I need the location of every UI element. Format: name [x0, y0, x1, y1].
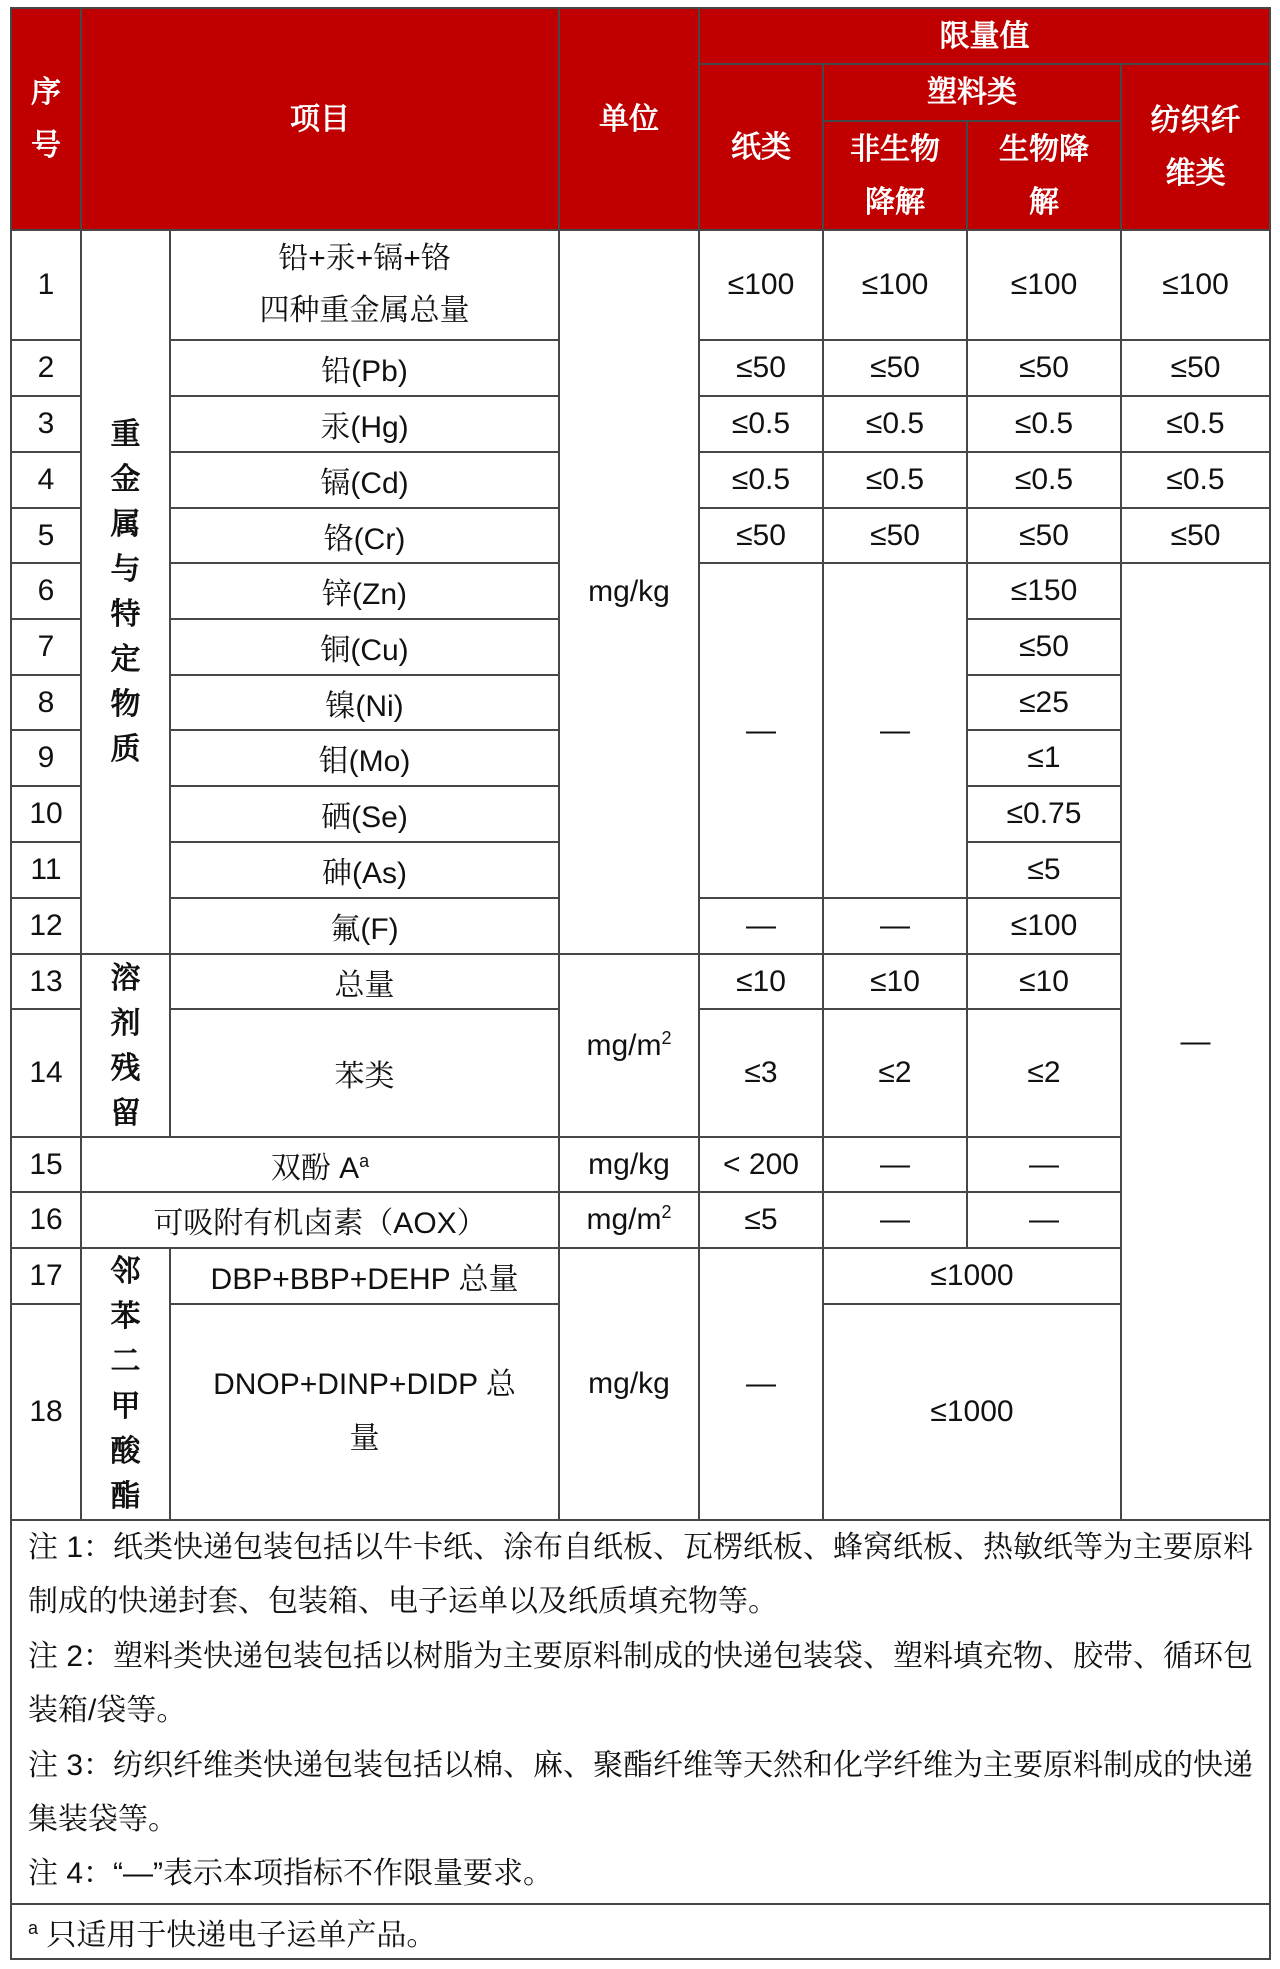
cell-no: 6 [11, 563, 81, 619]
header-unit: 单位 [559, 8, 699, 230]
cell-no: 18 [11, 1304, 81, 1520]
header-seq [11, 8, 81, 230]
cell-no: 14 [11, 1009, 81, 1137]
cell-non-biodegradable: — [823, 563, 967, 898]
cell-biodegradable: — [967, 1137, 1121, 1192]
note-1: 注 1：纸类快递包装包括以牛卡纸、涂布自纸板、瓦楞纸板、蜂窝纸板、热敏纸等为主要原料制成的快递封套、包装箱、电子运单以及纸质填充物等。 [28, 1531, 1254, 1619]
cell-no: 16 [11, 1192, 81, 1248]
cell-paper: ≤50 [699, 340, 823, 396]
item-text: 双酚 A [270, 1151, 360, 1185]
cell-item [81, 1137, 559, 1192]
cell-biodegradable: ≤1 [967, 730, 1121, 786]
header-biodegradable-label: 生物降解 [999, 132, 1089, 219]
cell-item: 汞(Hg) [170, 396, 559, 452]
group-label: 重金属与特定物质 [110, 418, 141, 766]
group-phthalates [81, 1248, 170, 1520]
cell-textile: ≤50 [1121, 340, 1270, 396]
cell-no: 9 [11, 730, 81, 786]
cell-item: 钼(Mo) [170, 730, 559, 786]
cell-item: 镍(Ni) [170, 675, 559, 730]
cell-biodegradable: ≤150 [967, 563, 1121, 619]
notes-cell [11, 1520, 1270, 1904]
footnote-cell [11, 1904, 1270, 1959]
notes-row [11, 1520, 1270, 1904]
item-line: 铅+汞+镉+铬 [278, 242, 451, 275]
cell-unit: mg/kg [559, 1137, 699, 1192]
cell-non-biodegradable: ≤0.5 [823, 396, 967, 452]
unit-base: mg/m [586, 1028, 662, 1062]
cell-item: 总量 [170, 954, 559, 1009]
group-solvent-residue [81, 954, 170, 1137]
cell-paper: — [699, 1248, 823, 1520]
cell-paper: ≤3 [699, 1009, 823, 1137]
header-biodegradable [967, 121, 1121, 230]
group-label: 邻苯二甲酸酯 [110, 1255, 141, 1513]
cell-unit [559, 954, 699, 1137]
footnote-marker: a [359, 1150, 370, 1171]
cell-biodegradable: ≤5 [967, 842, 1121, 898]
header-item: 项目 [81, 8, 559, 230]
header-paper: 纸类 [699, 64, 823, 230]
unit-superscript: 2 [661, 1202, 672, 1222]
table-row [11, 1248, 1270, 1304]
cell-no: 2 [11, 340, 81, 396]
cell-non-biodegradable: ≤50 [823, 340, 967, 396]
cell-paper: ≤50 [699, 508, 823, 563]
item-line: 四种重金属总量 [259, 294, 470, 327]
header-plastic: 塑料类 [823, 64, 1121, 121]
note-3: 注 3：纺织纤维类快递包装包括以棉、麻、聚酯纤维等天然和化学纤维为主要原料制成的快递集装袋等。 [28, 1748, 1254, 1837]
cell-item: 苯类 [170, 1009, 559, 1137]
header-textile [1121, 64, 1270, 230]
cell-non-biodegradable: ≤0.5 [823, 452, 967, 508]
cell-item: 砷(As) [170, 842, 559, 898]
item-text: DNOP+DINP+DIDP 总量 [213, 1368, 516, 1456]
cell-no: 4 [11, 452, 81, 508]
cell-biodegradable: ≤10 [967, 954, 1121, 1009]
cell-no: 17 [11, 1248, 81, 1304]
cell-item: 锌(Zn) [170, 563, 559, 619]
cell-non-biodegradable: — [823, 898, 967, 954]
cell-unit [559, 1192, 699, 1248]
cell-non-biodegradable: ≤2 [823, 1009, 967, 1137]
cell-biodegradable: ≤100 [967, 230, 1121, 340]
group-heavy-metals [81, 230, 170, 954]
cell-non-biodegradable: — [823, 1137, 967, 1192]
unit-superscript: 2 [661, 1027, 672, 1048]
cell-biodegradable: ≤0.5 [967, 452, 1121, 508]
cell-item [170, 1304, 559, 1520]
cell-paper: ≤5 [699, 1192, 823, 1248]
unit-base: mg/m [586, 1203, 662, 1236]
cell-paper: — [699, 563, 823, 898]
cell-item [170, 230, 559, 340]
cell-biodegradable: ≤0.5 [967, 396, 1121, 452]
table-row [11, 954, 1270, 1009]
cell-plastic: ≤1000 [823, 1304, 1121, 1520]
cell-item: DBP+BBP+DEHP 总量 [170, 1248, 559, 1304]
cell-unit: mg/kg [559, 1248, 699, 1520]
limits-table [10, 7, 1271, 1960]
cell-item: 镉(Cd) [170, 452, 559, 508]
cell-paper: ≤10 [699, 954, 823, 1009]
cell-paper: ≤100 [699, 230, 823, 340]
cell-biodegradable: — [967, 1192, 1121, 1248]
header-seq-label: 序号 [31, 76, 61, 162]
header-non-biodegradable [823, 121, 967, 230]
cell-biodegradable: ≤100 [967, 898, 1121, 954]
cell-no: 1 [11, 230, 81, 340]
cell-paper: ≤0.5 [699, 396, 823, 452]
cell-paper: — [699, 898, 823, 954]
header-limit-value: 限量值 [699, 8, 1270, 64]
note-2: 注 2：塑料类快递包装包括以树脂为主要原料制成的快递包装袋、塑料填充物、胶带、循环包装箱/袋等。 [28, 1639, 1254, 1728]
cell-textile: ≤0.5 [1121, 452, 1270, 508]
cell-textile: ≤50 [1121, 508, 1270, 563]
cell-non-biodegradable: ≤50 [823, 508, 967, 563]
cell-no: 11 [11, 842, 81, 898]
cell-no: 13 [11, 954, 81, 1009]
header-textile-label: 纺织纤维类 [1150, 104, 1241, 190]
header-non-biodegradable-label: 非生物降解 [850, 132, 940, 219]
cell-item: 铬(Cr) [170, 508, 559, 563]
cell-paper: ≤0.5 [699, 452, 823, 508]
cell-biodegradable: ≤50 [967, 508, 1121, 563]
cell-non-biodegradable: — [823, 1192, 967, 1248]
cell-biodegradable: ≤0.75 [967, 786, 1121, 842]
cell-no: 5 [11, 508, 81, 563]
cell-item: 铅(Pb) [170, 340, 559, 396]
cell-no: 7 [11, 619, 81, 675]
table-row [11, 230, 1270, 340]
cell-textile: — [1121, 563, 1270, 1520]
group-label: 溶剂残留 [110, 961, 141, 1130]
cell-non-biodegradable: ≤100 [823, 230, 967, 340]
cell-paper: < 200 [699, 1137, 823, 1192]
cell-item: 硒(Se) [170, 786, 559, 842]
footnote-text: 只适用于快递电子运单产品。 [46, 1918, 437, 1952]
cell-biodegradable: ≤25 [967, 675, 1121, 730]
cell-no: 12 [11, 898, 81, 954]
cell-biodegradable: ≤50 [967, 619, 1121, 675]
cell-non-biodegradable: ≤10 [823, 954, 967, 1009]
cell-no: 8 [11, 675, 81, 730]
cell-no: 3 [11, 396, 81, 452]
footnote-row [11, 1904, 1270, 1959]
cell-no: 10 [11, 786, 81, 842]
table-row [11, 1192, 1270, 1248]
cell-item: 氟(F) [170, 898, 559, 954]
cell-biodegradable: ≤50 [967, 340, 1121, 396]
note-4: 注 4：“—”表示本项指标不作限量要求。 [28, 1857, 553, 1891]
cell-plastic: ≤1000 [823, 1248, 1121, 1304]
cell-item: 铜(Cu) [170, 619, 559, 675]
cell-unit: mg/kg [559, 230, 699, 954]
cell-item: 可吸附有机卤素（AOX） [81, 1192, 559, 1248]
cell-textile: ≤0.5 [1121, 396, 1270, 452]
cell-textile: ≤100 [1121, 230, 1270, 340]
cell-biodegradable: ≤2 [967, 1009, 1121, 1137]
footnote-marker: a [28, 1917, 39, 1938]
table-row [11, 1137, 1270, 1192]
cell-no: 15 [11, 1137, 81, 1192]
header-row [11, 8, 1270, 64]
